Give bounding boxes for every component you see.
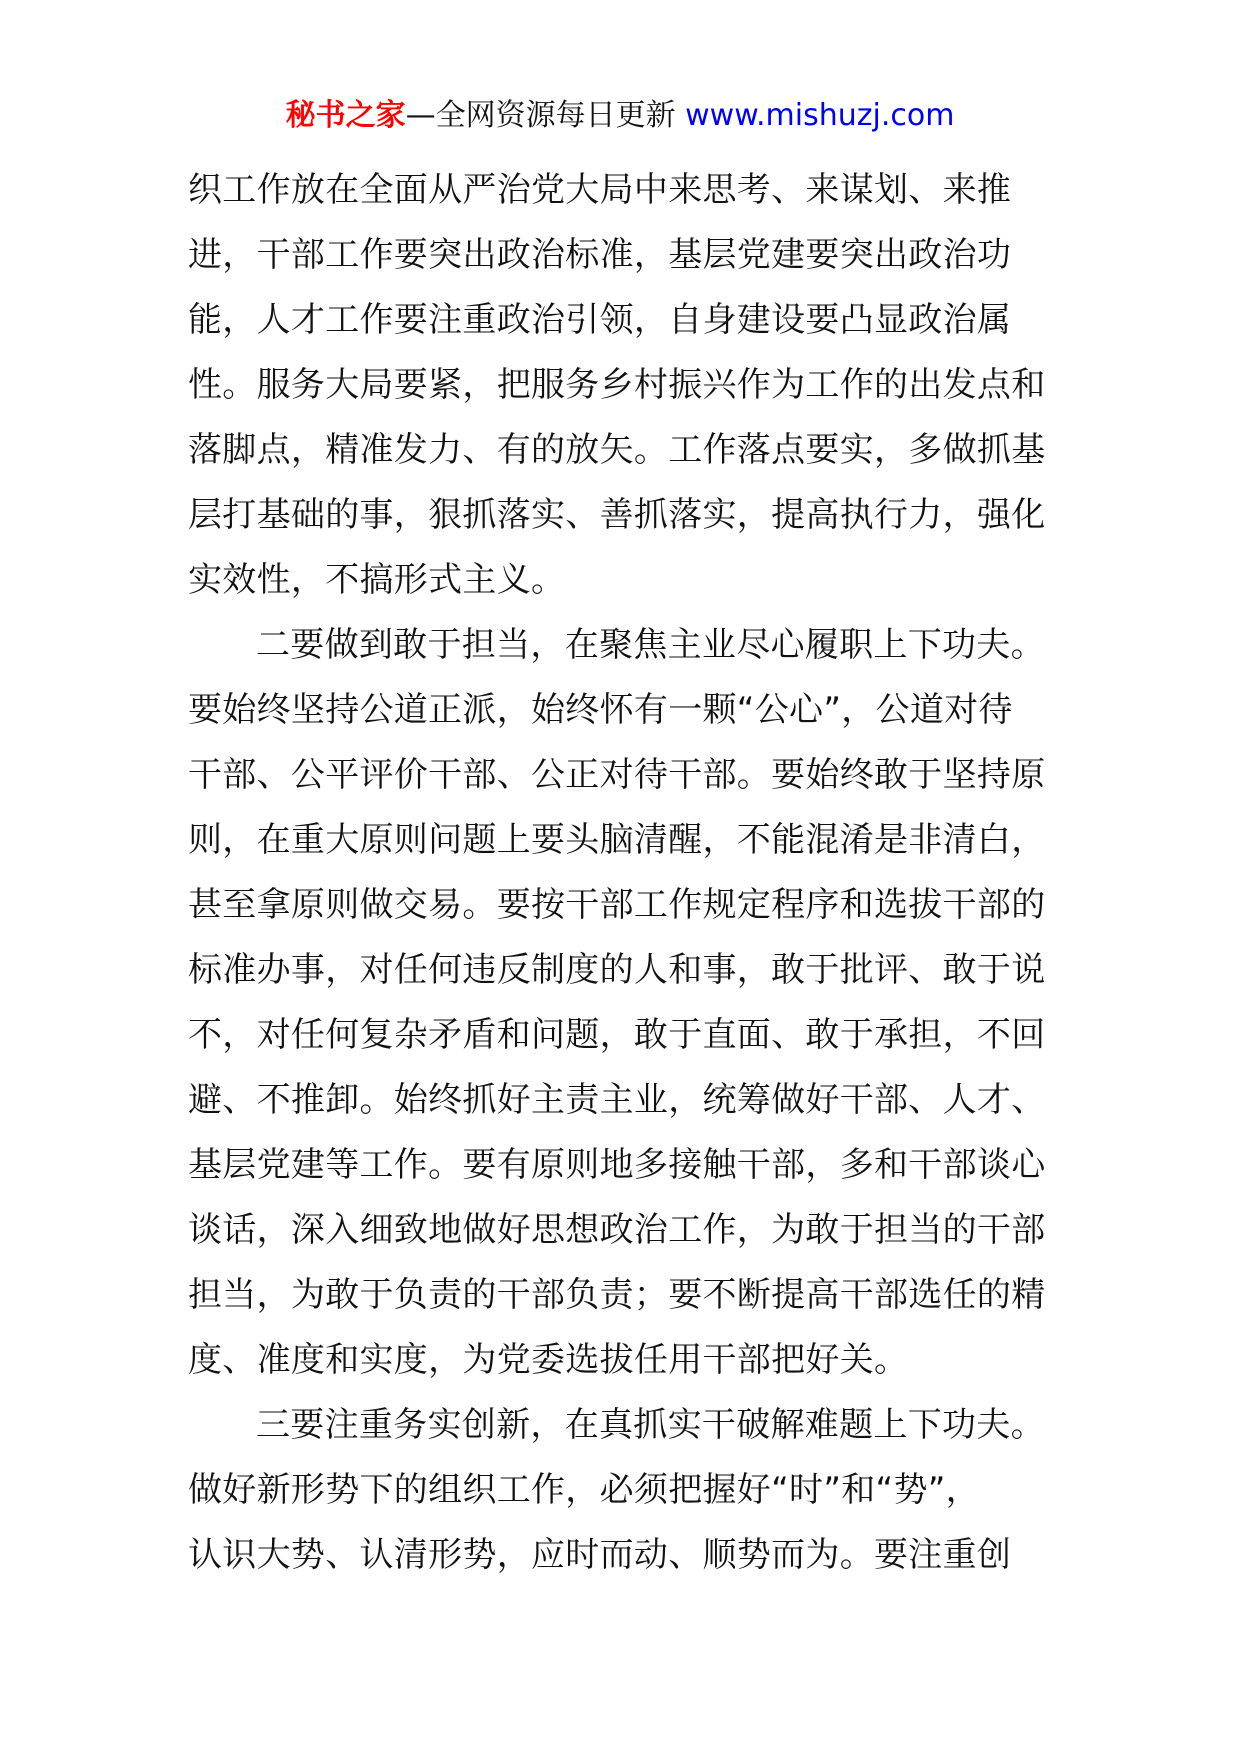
section-heading-line: 二要做到敢于担当，在聚焦主业尽心履职上下功夫。 [256, 625, 1045, 665]
text-line: 不，对任何复杂矛盾和问题，敢于直面、敢于承担，不回 [188, 1015, 1046, 1055]
text-line: 担当，为敢于负责的干部负责；要不断提高干部选任的精 [188, 1275, 1046, 1315]
site-brand: 秘书之家 [285, 98, 406, 133]
text-line: 进，干部工作要突出政治标准，基层党建要突出政治功 [188, 235, 1012, 275]
text-line: 要始终坚持公道正派，始终怀有一颗“公心”，公道对待 [188, 690, 1013, 730]
text-line: 实效性，不搞形式主义。 [188, 560, 566, 600]
text-line: 甚至拿原则做交易。要按干部工作规定程序和选拔干部的 [188, 885, 1046, 925]
text-line: 织工作放在全面从严治党大局中来思考、来谋划、来推 [188, 170, 1012, 210]
text-line: 基层党建等工作。要有原则地多接触干部，多和干部谈心 [188, 1145, 1046, 1185]
text-line: 干部、公平评价干部、公正对待干部。要始终敢于坚持原 [188, 755, 1046, 795]
text-line: 落脚点，精准发力、有的放矢。工作落点要实，多做抓基 [188, 430, 1046, 470]
text-line: 能，人才工作要注重政治引领，自身建设要凸显政治属 [188, 300, 1012, 340]
site-header [0, 96, 1240, 136]
site-url-link[interactable]: www.mishuzj.com [685, 98, 955, 133]
text-line: 做好新形势下的组织工作，必须把握好“时”和“势”， [188, 1470, 980, 1510]
site-tagline: —全网资源每日更新 [405, 98, 686, 133]
text-line: 避、不推卸。始终抓好主责主业，统筹做好干部、人才、 [188, 1080, 1046, 1120]
text-line: 谈话，深入细致地做好思想政治工作，为敢于担当的干部 [188, 1210, 1046, 1250]
text-line: 标准办事，对任何违反制度的人和事，敢于批评、敢于说 [188, 950, 1046, 990]
text-line: 层打基础的事，狠抓落实、善抓落实，提高执行力，强化 [188, 495, 1046, 535]
text-line: 性。服务大局要紧，把服务乡村振兴作为工作的出发点和 [188, 365, 1046, 405]
text-line: 度、准度和实度，为党委选拔任用干部把好关。 [188, 1340, 909, 1380]
section-heading-line: 三要注重务实创新，在真抓实干破解难题上下功夫。 [256, 1405, 1045, 1445]
text-line: 认识大势、认清形势，应时而动、顺势而为。要注重创 [188, 1535, 1012, 1575]
document-body [188, 158, 1058, 1588]
text-line: 则，在重大原则问题上要头脑清醒，不能混淆是非清白， [188, 820, 1046, 860]
